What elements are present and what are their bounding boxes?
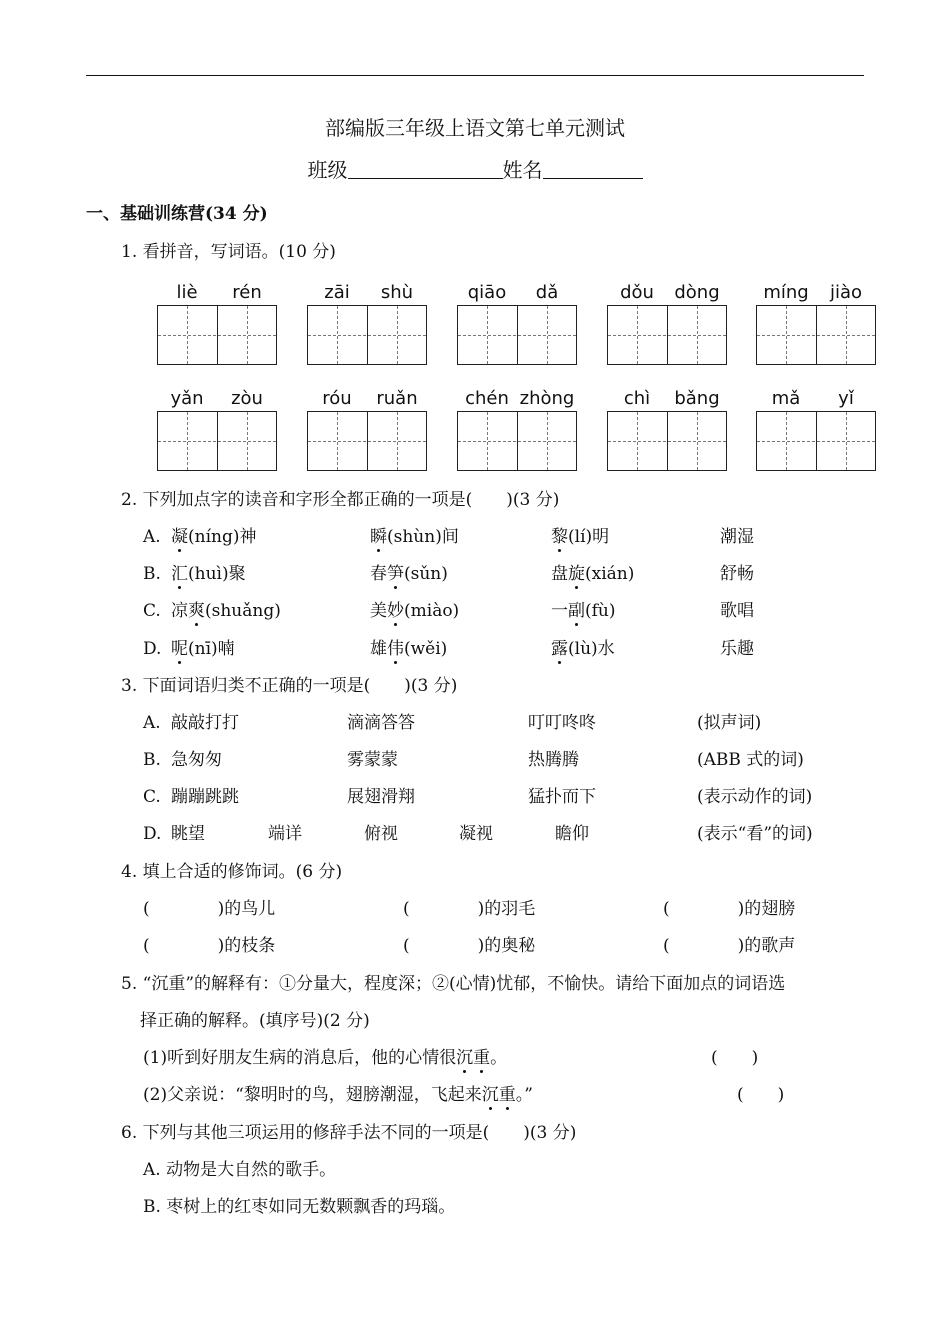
pinyin-syllable: zāi (324, 282, 350, 303)
pinyin-syllable: shù (380, 282, 414, 303)
answer-blank[interactable]: ( ) (737, 1085, 785, 1105)
word: 敲敲打打 (171, 713, 239, 733)
word: 展翅滑翔 (347, 787, 415, 807)
pinyin-syllable: róu (322, 388, 352, 409)
writing-grid[interactable] (157, 305, 277, 365)
section-title: 一、基础训练营(34 分) (86, 204, 268, 224)
pinyin-syllable: jiào (829, 282, 863, 303)
pinyin-syllable: chì (623, 388, 651, 409)
question-6-prompt: 6. 下列与其他三项运用的修辞手法不同的一项是( )(3 分) (121, 1123, 577, 1143)
option-item: 一副(fù) (551, 601, 616, 621)
writing-grid[interactable] (157, 411, 277, 471)
option-item: 露(lù)水 (551, 639, 615, 659)
option-item: 雄伟(wěi) (370, 639, 448, 659)
sentence-2: (2)父亲说：“黎明时的鸟，翅膀潮湿，飞起来沉重。” (143, 1085, 533, 1105)
pinyin-syllable: qiāo (467, 282, 507, 303)
class-name-line (0, 160, 950, 180)
pinyin-syllable: yǐ (838, 388, 854, 409)
pinyin-syllable: dòng (674, 282, 720, 303)
page-title: 部编版三年级上语文第七单元测试 (325, 116, 625, 140)
pinyin-syllable: dǎ (535, 282, 559, 303)
option-item: 歌唱 (720, 601, 754, 621)
writing-grid[interactable] (756, 411, 876, 471)
answer-blank[interactable]: ( ) (711, 1048, 759, 1068)
pinyin-word (756, 282, 876, 372)
fill-blank-item[interactable]: ( )的歌声 (663, 936, 796, 956)
pinyin-syllable: mǎ (771, 388, 801, 409)
question-3-prompt: 3. 下面词语归类不正确的一项是( )(3 分) (121, 676, 458, 696)
writing-grid[interactable] (607, 411, 727, 471)
pinyin-word (457, 388, 577, 478)
category: (表示动作的词) (697, 787, 813, 807)
question-4-prompt: 4. 填上合适的修饰词。(6 分) (121, 862, 343, 882)
option-item: 舒畅 (720, 564, 754, 584)
pinyin-syllable: rén (232, 282, 262, 303)
option-item: 汇(huì)聚 (171, 564, 246, 584)
option-label: B. (143, 750, 161, 770)
question-1-prompt: 1. 看拼音，写词语。(10 分) (121, 242, 336, 262)
option-item: 黎(lí)明 (551, 527, 610, 547)
writing-grid[interactable] (457, 305, 577, 365)
writing-grid[interactable] (607, 305, 727, 365)
pinyin-syllable: bǎng (674, 388, 720, 409)
pinyin-syllable: dǒu (620, 282, 654, 303)
question-5-prompt: 5. “沉重”的解释有：①分量大，程度深；②(心情)忧郁，不愉快。请给下面加点的词语选 (121, 974, 786, 994)
pinyin-word (756, 388, 876, 478)
word: 端详 (268, 824, 302, 844)
question-5-prompt-cont: 择正确的解释。(填序号)(2 分) (140, 1011, 370, 1031)
fill-blank-item[interactable]: ( )的鸟儿 (143, 899, 276, 919)
option-label: C. (143, 787, 161, 807)
pinyin-word (157, 282, 277, 372)
option-label: D. (143, 639, 162, 659)
word: 蹦蹦跳跳 (171, 787, 239, 807)
option-label: A. (143, 713, 161, 733)
word: 滴滴答答 (347, 713, 415, 733)
word: 叮叮咚咚 (528, 713, 596, 733)
option-item[interactable]: A. 动物是大自然的歌手。 (143, 1160, 337, 1180)
pinyin-syllable: liè (176, 282, 198, 303)
option-item: 美妙(miào) (370, 601, 460, 621)
option-item: 潮湿 (720, 527, 754, 547)
word: 猛扑而下 (528, 787, 596, 807)
name-label: 姓名 (502, 158, 543, 182)
word: 急匆匆 (171, 750, 222, 770)
pinyin-syllable: zòu (231, 388, 263, 409)
class-label: 班级 (307, 158, 348, 182)
pinyin-syllable: míng (763, 282, 809, 303)
fill-blank-item[interactable]: ( )的枝条 (143, 936, 276, 956)
category: (拟声词) (697, 713, 762, 733)
option-label: C. (143, 601, 161, 621)
option-label: D. (143, 824, 162, 844)
sentence-1: (1)听到好朋友生病的消息后，他的心情很沉重。 (143, 1048, 508, 1068)
option-item: 凝(níng)神 (171, 527, 257, 547)
pinyin-word (607, 282, 727, 372)
pinyin-syllable: zhòng (519, 388, 575, 409)
writing-grid[interactable] (307, 411, 427, 471)
class-blank[interactable] (348, 160, 503, 179)
option-label: A. (143, 527, 161, 547)
option-item: 凉爽(shuǎng) (171, 601, 281, 621)
option-item[interactable]: B. 枣树上的红枣如同无数颗飘香的玛瑙。 (143, 1197, 456, 1217)
writing-grid[interactable] (756, 305, 876, 365)
category: (ABB 式的词) (697, 750, 804, 770)
pinyin-syllable: yǎn (170, 388, 204, 409)
writing-grid[interactable] (307, 305, 427, 365)
writing-grid[interactable] (457, 411, 577, 471)
option-item: 呢(nī)喃 (171, 639, 235, 659)
pinyin-syllable: chén (465, 388, 509, 409)
word: 雾蒙蒙 (347, 750, 398, 770)
word: 瞻仰 (555, 824, 589, 844)
fill-blank-item[interactable]: ( )的羽毛 (403, 899, 536, 919)
category: (表示“看”的词) (697, 824, 813, 844)
word: 凝视 (459, 824, 493, 844)
pinyin-word (307, 282, 427, 372)
name-blank[interactable] (543, 160, 643, 179)
fill-blank-item[interactable]: ( )的翅膀 (663, 899, 796, 919)
option-item: 春笋(sǔn) (370, 564, 448, 584)
word: 热腾腾 (528, 750, 579, 770)
pinyin-word (607, 388, 727, 478)
fill-blank-item[interactable]: ( )的奥秘 (403, 936, 536, 956)
pinyin-word (457, 282, 577, 372)
pinyin-word (157, 388, 277, 478)
top-rule (86, 75, 864, 76)
pinyin-syllable: ruǎn (376, 388, 418, 409)
option-item: 乐趣 (720, 639, 754, 659)
question-2-prompt: 2. 下列加点字的读音和字形全都正确的一项是( )(3 分) (121, 490, 560, 510)
word: 眺望 (171, 824, 205, 844)
pinyin-word (307, 388, 427, 478)
option-item: 瞬(shùn)间 (370, 527, 459, 547)
word: 俯视 (364, 824, 398, 844)
option-item: 盘旋(xián) (551, 564, 635, 584)
option-label: B. (143, 564, 161, 584)
